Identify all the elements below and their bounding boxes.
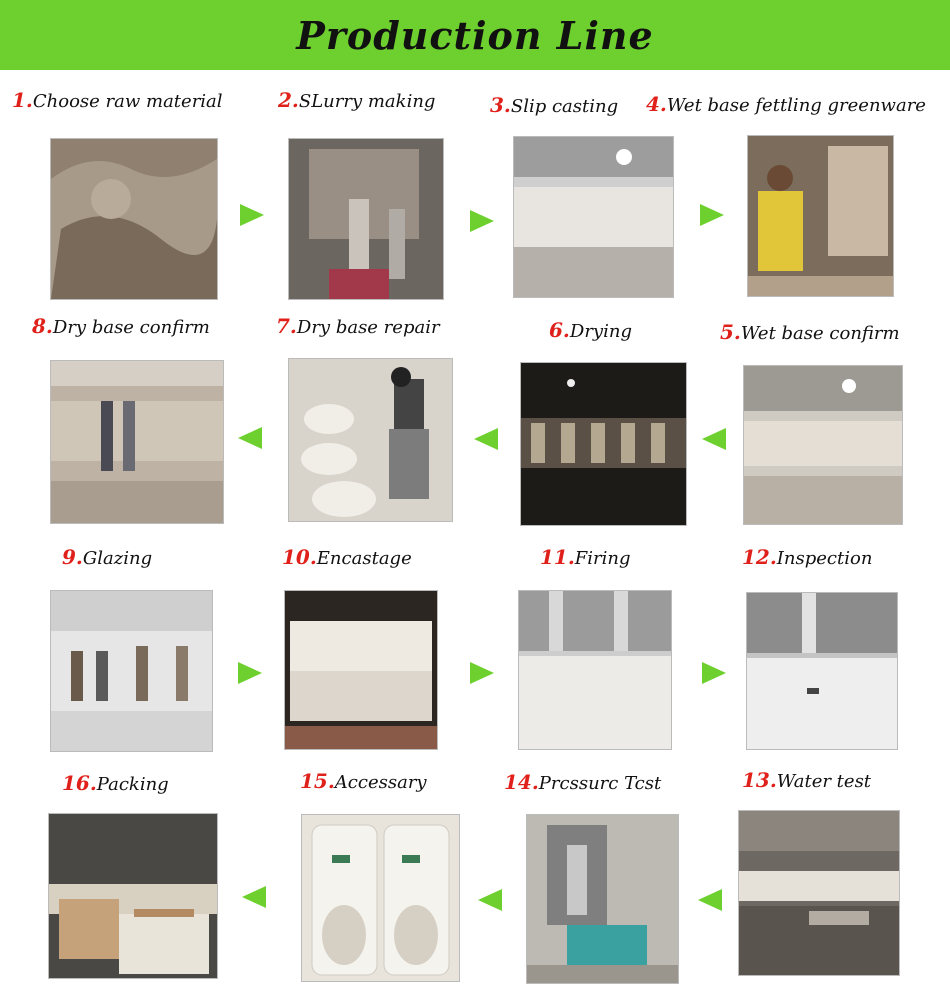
step-9-photo [50, 590, 213, 752]
step-7-photo [288, 358, 453, 522]
arrow-right-icon [470, 210, 494, 232]
step-9-label: 9.Glazing [62, 545, 153, 569]
page-title: Production Line [296, 12, 654, 58]
step-15-label: 15.Accessary [300, 769, 427, 793]
step-5-photo [743, 365, 903, 525]
step-4-photo [747, 135, 894, 297]
step-12-label: 12.Inspection [742, 545, 873, 569]
step-13-photo [738, 810, 900, 976]
arrow-right-icon [470, 662, 494, 684]
arrow-right-icon [240, 204, 264, 226]
step-13-label: 13.Water test [742, 768, 872, 792]
step-7-label: 7.Dry base repair [276, 314, 440, 338]
step-5-label: 5.Wet base confirm [720, 320, 900, 344]
step-8-photo [50, 360, 224, 524]
step-6-photo [520, 362, 687, 526]
step-2-photo [288, 138, 444, 300]
arrow-right-icon [700, 204, 724, 226]
step-11-photo [518, 590, 672, 750]
arrow-left-icon [238, 427, 262, 449]
step-8-label: 8.Dry base confirm [32, 314, 210, 338]
arrow-left-icon [474, 428, 498, 450]
step-14-label: 14.Prcssurc Tcst [504, 770, 662, 794]
arrow-left-icon [702, 428, 726, 450]
step-2-label: 2.SLurry making [278, 88, 436, 112]
step-12-photo [746, 592, 898, 750]
step-11-label: 11.Firing [540, 545, 631, 569]
arrow-left-icon [478, 889, 502, 911]
step-16-label: 16.Packing [62, 771, 169, 795]
step-3-photo [513, 136, 674, 298]
step-10-label: 10.Encastage [282, 545, 412, 569]
arrow-right-icon [702, 662, 726, 684]
step-1-label: 1.Choose raw material [12, 88, 223, 112]
step-16-photo [48, 813, 218, 979]
step-10-photo [284, 590, 438, 750]
step-1-photo [50, 138, 218, 300]
step-4-label: 4.Wet base fettling greenware [646, 92, 926, 116]
step-15-photo [301, 814, 460, 982]
header-banner [0, 0, 950, 70]
step-3-label: 3.Slip casting [490, 93, 619, 117]
arrow-left-icon [698, 889, 722, 911]
step-6-label: 6.Drying [549, 318, 632, 342]
arrow-left-icon [242, 886, 266, 908]
arrow-right-icon [238, 662, 262, 684]
step-14-photo [526, 814, 679, 984]
